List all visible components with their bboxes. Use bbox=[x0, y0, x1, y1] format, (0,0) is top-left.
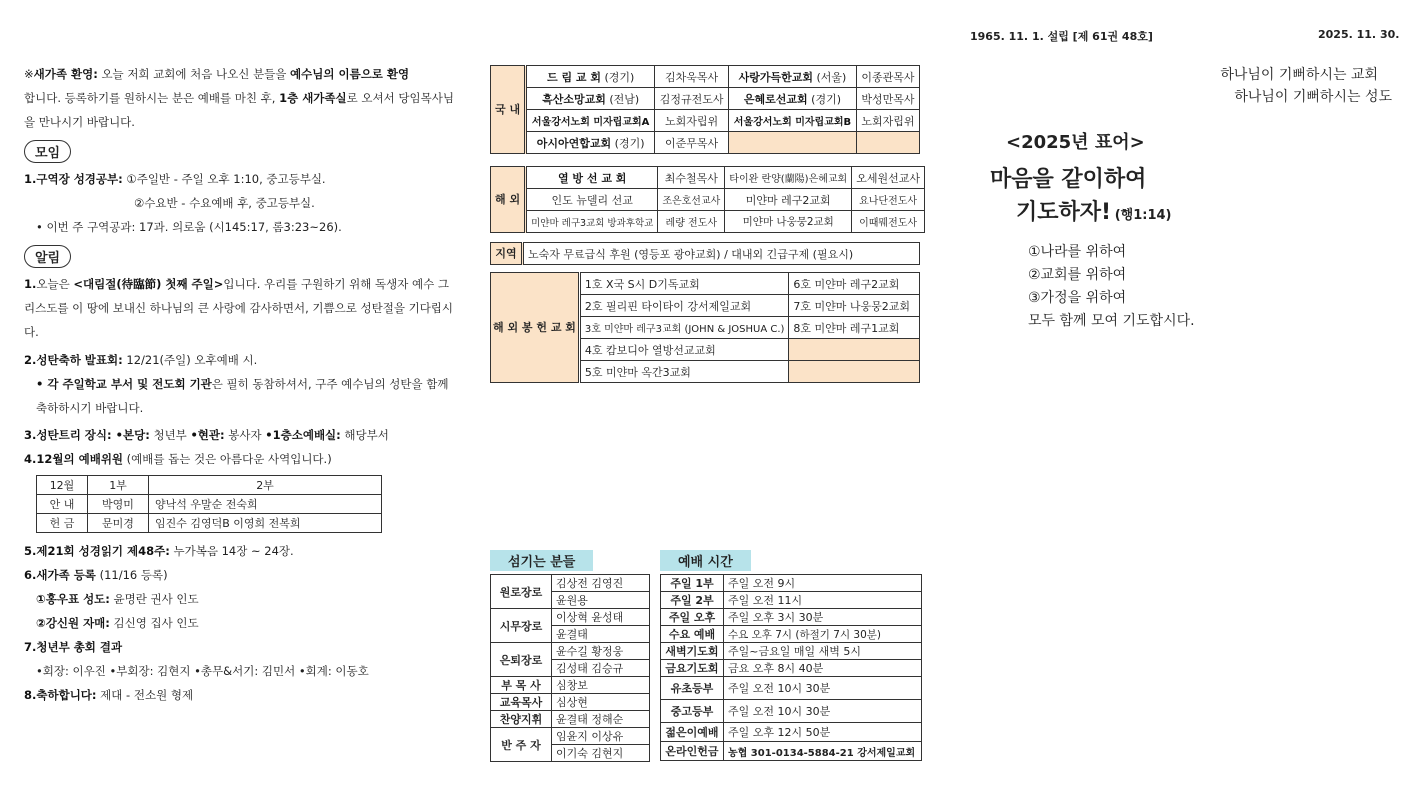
table-row: 부 목 사 심창보 bbox=[491, 677, 650, 694]
theme-title: <2025년 표어> bbox=[1006, 132, 1145, 153]
theme-line-2-wrap bbox=[1016, 197, 1171, 229]
meeting-item-1: 1.구역장 성경공부: ①주일반 - 주일 오후 1:10, 중고등부실. bbox=[24, 172, 326, 186]
table-row: 인도 뉴델리 선교 조은호선교사 미얀마 레구2교회 요나단전도사 bbox=[491, 189, 925, 211]
table-row: 윤원용 bbox=[491, 592, 650, 609]
worship-title: 예배 시간 bbox=[660, 550, 751, 571]
prayer-item: ①나라를 위하여 bbox=[1028, 244, 1127, 260]
prayer-list bbox=[1028, 241, 1195, 333]
theme-line-1: 마음을 같이하여 bbox=[990, 167, 1147, 192]
issue-date: 2025. 11. 30. bbox=[1318, 28, 1400, 41]
notice-6a: ①홍우표 성도: 윤명란 권사 인도 bbox=[36, 592, 199, 606]
notice-5: 5.제21회 성경읽기 제48주: 누가복음 14장 ~ 24장. bbox=[24, 544, 294, 558]
motto-1: 하나님이 기뻐하시는 교회 bbox=[1220, 67, 1378, 83]
table-row: 3호 미얀마 레구3교회 (JOHN & JOSHUA C.) 8호 미얀마 레구1교회 bbox=[491, 317, 920, 339]
table-row: 주일 오후 주일 오후 3시 30분 bbox=[661, 609, 922, 626]
region-text: 노숙자 무료급식 후원 (영등포 광야교회) / 대내외 긴급구제 (필요시) bbox=[523, 243, 920, 265]
table-row: 2호 필리핀 타이타이 강서제일교회 7호 미얀마 나웅뭉2교회 bbox=[491, 295, 920, 317]
meeting-item-1b: ②수요반 - 수요예배 후, 중고등부실. bbox=[134, 196, 315, 210]
table-row: 찬양지휘 윤결태 정해순 bbox=[491, 711, 650, 728]
table-row: 중고등부 주일 오전 10시 30분 bbox=[661, 700, 922, 723]
table-row: 윤결태 bbox=[491, 626, 650, 643]
table-row: 수요 예배 수요 오후 7시 (하절기 7시 30분) bbox=[661, 626, 922, 643]
overseas-missions-table bbox=[490, 166, 925, 233]
table-row: 주일 1부 주일 오전 9시 bbox=[661, 575, 922, 592]
notice-4: 4.12월의 예배위원 (예배를 돕는 것은 아름다운 사역입니다.) bbox=[24, 452, 332, 466]
domestic-label: 국 내 bbox=[491, 66, 526, 154]
table-row: 흑산소망교회 (전남) 김정규전도사 은혜로선교회 (경기) 박성만목사 bbox=[491, 88, 920, 110]
table-row: 헌 금 문미경 임진수 김영덕B 이영희 전복희 bbox=[37, 514, 382, 533]
notice-7: 7.청년부 총회 결과 bbox=[24, 640, 123, 654]
table-row: 12월 1부 2부 bbox=[37, 476, 382, 495]
table-row bbox=[491, 243, 920, 265]
notice-7-detail: •회장: 이우진 •부회장: 김현지 •총무&서기: 김민서 •회계: 이동호 bbox=[36, 664, 369, 678]
domestic-missions-table bbox=[490, 65, 920, 154]
worship-helper-table bbox=[36, 475, 382, 533]
motto-2: 하나님이 기뻐하시는 성도 bbox=[1234, 89, 1392, 105]
table-row: 금요기도회 금요 오후 8시 40분 bbox=[661, 660, 922, 677]
table-row: 해 외 봉 헌 교 회 1호 X국 S시 D기독교회 6호 미얀마 레구2교회 bbox=[491, 273, 920, 295]
table-row: 유초등부 주일 오전 10시 30분 bbox=[661, 677, 922, 700]
servants-table bbox=[490, 574, 650, 762]
table-row: 원로장로 김상전 김영진 bbox=[491, 575, 650, 592]
table-row: 시무장로 이상혁 윤성태 bbox=[491, 609, 650, 626]
servants-title: 섬기는 분들 bbox=[490, 550, 593, 571]
table-row: 교육목사 심상현 bbox=[491, 694, 650, 711]
table-row: 반 주 자 임윤지 이상유 bbox=[491, 728, 650, 745]
table-row: 5호 미얀마 옥간3교회 bbox=[491, 361, 920, 383]
notice-section-label: 알림 bbox=[24, 245, 71, 268]
table-row: 젊은이예배 주일 오후 12시 50분 bbox=[661, 723, 922, 742]
theme-line-2: 기도하자! bbox=[1016, 200, 1112, 225]
table-row: 이기숙 김현지 bbox=[491, 745, 650, 762]
planted-churches-table bbox=[490, 272, 920, 383]
meeting-section-label: 모임 bbox=[24, 140, 71, 163]
issue-info: 1965. 11. 1. 설립 [제 61권 48호] bbox=[970, 30, 1153, 43]
regional-support-table bbox=[490, 242, 920, 265]
table-row: 안 내 박영미 양낙석 우말순 전숙희 bbox=[37, 495, 382, 514]
table-row: 서울강서노회 미자립교회A 노회자립위 서울강서노회 미자립교회B 노회자립위 bbox=[491, 110, 920, 132]
table-row: 4호 캄보디아 열방선교교회 bbox=[491, 339, 920, 361]
notice-6b: ②강신원 자매: 김신영 집사 인도 bbox=[36, 616, 199, 630]
notice-6: 6.새가족 등록 (11/16 등록) bbox=[24, 568, 168, 582]
table-row: 김성태 김승규 bbox=[491, 660, 650, 677]
table-row: 은퇴장로 윤수길 황정웅 bbox=[491, 643, 650, 660]
left-column bbox=[24, 62, 454, 707]
table-row: 새벽기도회 주일~금요일 매일 새벽 5시 bbox=[661, 643, 922, 660]
notice-3: 3.성탄트리 장식: •본당: 청년부 •현관: 봉사자 •1층소예배실: 해당부서 bbox=[24, 428, 389, 442]
region-label: 지역 bbox=[491, 243, 523, 265]
table-row: 국 내 드 림 교 회 (경기) 김차욱목사 사랑가득한교회 (서울) 이종관목사 bbox=[491, 66, 920, 88]
table-row: 미얀마 레구3교회 방과후학교 레량 전도사 미얀마 나웅뭉2교회 이때뭬전도사 bbox=[491, 211, 925, 233]
table-row: 아시아연합교회 (경기) 이준무목사 bbox=[491, 132, 920, 154]
notice-2: 2.성탄축하 발표회: 12/21(주일) 오후예배 시. bbox=[24, 353, 258, 367]
table-row: 주일 2부 주일 오전 11시 bbox=[661, 592, 922, 609]
planted-label: 해 외 봉 헌 교 회 bbox=[491, 273, 580, 383]
prayer-item: 모두 함께 모여 기도합시다. bbox=[1028, 313, 1195, 329]
table-row: 온라인헌금 농협 301-0134-5884-21 강서제일교회 bbox=[661, 742, 922, 761]
meeting-lesson: • 이번 주 구역공과: 17과. 의로움 (시145:17, 롬3:23~26). bbox=[36, 220, 342, 234]
prayer-item: ②교회를 위하여 bbox=[1028, 267, 1127, 283]
notice-8: 8.축하합니다: 제대 - 전소원 형제 bbox=[24, 688, 194, 702]
notice-2-detail: • 각 주일학교 부서 및 전도회 기관은 필히 동참하셔서, 구주 예수님의 성탄을 함께 축하하시기 바랍니다. bbox=[36, 377, 449, 415]
prayer-item: ③가정을 위하여 bbox=[1028, 290, 1127, 306]
table-row: 해 외 열 방 선 교 회 최수철목사 타이완 란양(蘭陽)은혜교회 오세원선교사 bbox=[491, 167, 925, 189]
worship-times-table bbox=[660, 574, 922, 761]
overseas-label: 해 외 bbox=[491, 167, 526, 233]
theme-reference: (행1:14) bbox=[1114, 208, 1172, 223]
notice-1: 1.오늘은 <대림절(待臨節) 첫째 주일>입니다. 우리를 구원하기 위해 독생자 예수 그리스도를 이 땅에 보내신 하나님의 큰 사랑에 감사하면서, 기쁨으로 성탄절을 기다립시다. bbox=[24, 277, 454, 339]
welcome-paragraph: ※새가족 환영: 오늘 저희 교회에 처음 나오신 분들을 예수님의 이름으로 환영 합니다. 등록하기를 원하시는 분은 예배를 마친 후, 1층 새가족실로 오셔서 당임목사님을 만나시기 바랍니다. bbox=[24, 67, 454, 129]
